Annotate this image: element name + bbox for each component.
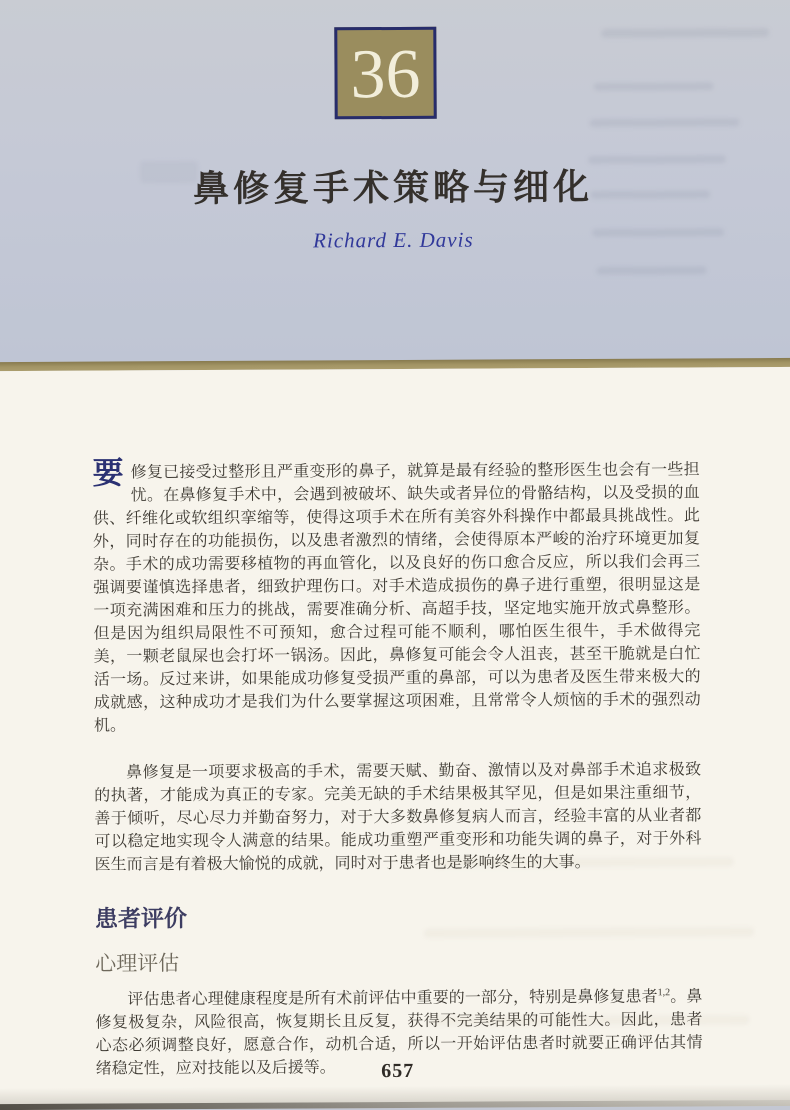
text-column bbox=[92, 455, 703, 1080]
bleed-through-smudge bbox=[590, 118, 740, 127]
intro-paragraph bbox=[92, 455, 701, 737]
bleed-through-smudge bbox=[588, 155, 726, 164]
superscript-citation: 1,2 bbox=[657, 987, 671, 999]
page-number: 657 bbox=[381, 1059, 415, 1083]
chapter-header bbox=[0, 0, 790, 362]
paragraph-text: 。鼻修复极复杂，风险很高，恢复期长且反复，获得不完美结果的可能性大。因此，患者心态必须调整良好，愿意合作，动机合适，所以一开始评估患者时就要正确评估其情绪稳定性，应对技能以及后援等。 bbox=[95, 988, 703, 1078]
paragraph: 鼻修复是一项要求极高的手术，需要天赋、勤奋、激情以及对鼻部手术追求极致的执著，才能成为真正的专家。完美无缺的手术结果极其罕见，但是如果注重细节，善于倾听，尽心尽力并勤奋努力，对于大多数鼻修复病人而言，经验丰富的从业者都可以稳定地实现令人满意的结果。能成功重塑严重变形和功能失调的鼻子，对于外科医生而言是有着极大愉悦的成就，同时对于患者也是影响终生的大事。 bbox=[94, 761, 702, 874]
subsection-heading: 心理评估 bbox=[95, 951, 180, 976]
paragraph-text: 修复已接受过整形且严重变形的鼻子，就算是最有经验的整形医生也会有一些担忧。在鼻修复手术中，会遇到被破坏、缺失或者异位的骨骼结构，以及受损的血供、纤维化或软组织挛缩等，使得这项手术在所有美容外科操作中都最具挑战性。此外，同时存在的功能损伤，以及患者激烈的情绪，会使得原本严峻的治疗环境更加复杂。手术的成功需要移植物的再血管化，以及良好的伤口愈合反应，所以我们会再三强调要谨慎选择患者，细致护理伤口。对手术造成损伤的鼻子进行重塑，很明显这是一项充满困难和压力的挑战，需要准确分析、高超手技，坚定地实施开放式鼻整形。但是因为组织局限性不可预知，愈合过程可能不顺利，哪怕医生很牛，手术做得完美，一颗老鼠屎也会打坏一锅汤。因此，鼻修复可能会令人沮丧，甚至干脆就是白忙活一场。反过来讲，如果能成功修复受损严重的鼻部，可以为患者及医生带来极大的成就感，这种成功才是我们为什么要掌握这项困难，且常常令人烦恼的手术的强烈动机。 bbox=[92, 461, 701, 735]
chapter-author: Richard E. Davis bbox=[313, 227, 474, 253]
chapter-number: 36 bbox=[350, 35, 421, 114]
bleed-through-smudge bbox=[594, 82, 714, 91]
chapter-number-box bbox=[334, 27, 436, 120]
chapter-title: 鼻修复手术策略与细化 bbox=[192, 166, 594, 210]
bleed-through-smudge bbox=[601, 28, 769, 38]
section-heading: 患者评价 bbox=[94, 906, 187, 932]
bleed-through-smudge bbox=[597, 266, 707, 275]
paragraph-text: 评估患者心理健康程度是所有术前评估中重要的一部分，特别是鼻修复患者 bbox=[127, 988, 658, 1009]
dropcap-initial: 要 bbox=[92, 455, 124, 491]
